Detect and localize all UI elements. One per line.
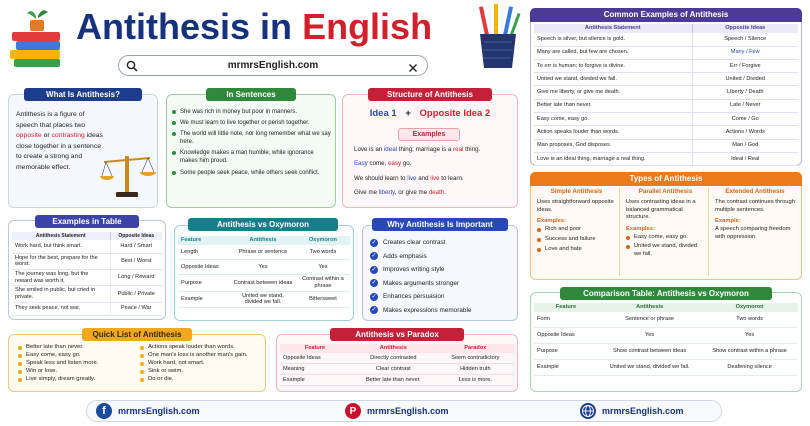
table-cell: Peace / War bbox=[120, 305, 152, 312]
table-cell: Ideal / Real bbox=[731, 155, 760, 162]
types-heading: Types of Antithesis bbox=[530, 172, 802, 186]
examples-label: Examples bbox=[398, 128, 460, 141]
list-item: Actions speak louder than words. bbox=[140, 344, 264, 352]
table-cell: Err / Forgive bbox=[729, 62, 761, 69]
table-cell: Hope for the best, prepare for the worst. bbox=[12, 253, 110, 269]
table-row bbox=[534, 126, 798, 139]
structure-formula: Idea 1 + Opposite Idea 2 bbox=[369, 108, 491, 119]
vs-oxymoron-table bbox=[178, 236, 350, 308]
table-cell: Give me liberty, or give me death. bbox=[534, 86, 692, 99]
list-item: Do or die. bbox=[140, 376, 264, 384]
table-cell: United / Divided bbox=[725, 75, 765, 82]
quick-list-col2 bbox=[140, 344, 264, 384]
table-cell: Two words bbox=[736, 316, 763, 323]
table-cell: Length bbox=[181, 248, 199, 255]
types-column bbox=[712, 188, 798, 276]
table-cell: Late / Never bbox=[730, 102, 761, 109]
check-icon: ✓ bbox=[371, 253, 377, 260]
table-cell: Public / Private bbox=[117, 290, 155, 297]
list-item: Win or lose. bbox=[18, 368, 136, 376]
table-cell: Best / Worst bbox=[121, 257, 152, 264]
check-icon: ✓ bbox=[371, 239, 377, 246]
table-cell: The journey was long, but the reward was worth it. bbox=[12, 269, 110, 285]
list-item: ✓ Adds emphasis bbox=[371, 252, 427, 260]
type-title: Simple Antithesis bbox=[550, 188, 603, 195]
table-cell: Contrast between ideas bbox=[233, 279, 293, 286]
type-examples-label: Examples: bbox=[537, 218, 566, 225]
column-header: Feature bbox=[555, 304, 577, 310]
table-cell: Show contrast between ideas bbox=[613, 348, 687, 355]
table-cell: She smiled in public, but cried in private. bbox=[12, 286, 110, 302]
table-row bbox=[534, 312, 798, 328]
table-cell: Purpose bbox=[181, 279, 202, 286]
table-cell: Many are called, but few are chosen. bbox=[534, 46, 692, 59]
table-row bbox=[534, 328, 798, 344]
what-is-heading: What Is Antithesis? bbox=[24, 88, 142, 101]
table-row bbox=[12, 269, 162, 285]
table-cell: Example bbox=[283, 376, 305, 383]
table-cell: Easy come, easy go. bbox=[534, 112, 692, 125]
table-cell: Man / God bbox=[732, 142, 759, 149]
list-item: ✓ Creates clear contrast bbox=[371, 239, 446, 247]
column-header: Feature bbox=[181, 237, 202, 243]
table-cell: United we stand, divided we fall. bbox=[242, 292, 284, 306]
table-cell: Opposite Ideas bbox=[283, 354, 321, 361]
table-cell: Yes bbox=[645, 332, 655, 339]
table-row bbox=[178, 245, 350, 260]
table-cell: Speech is silver, but silence is gold. bbox=[534, 33, 692, 46]
column-header: Antithesis Statement bbox=[534, 24, 692, 33]
list-item: Love and hate bbox=[537, 246, 616, 254]
type-title: Extended Antithesis bbox=[725, 188, 785, 195]
comparison-table bbox=[534, 303, 798, 376]
table-cell: Liberty / Death bbox=[727, 89, 764, 96]
list-item: She was rich in money but poor in manners. bbox=[172, 108, 332, 116]
table-cell: Many / Few bbox=[730, 49, 760, 56]
structure-examples bbox=[354, 146, 514, 197]
table-row bbox=[534, 112, 798, 125]
column-header: Antithesis Statement bbox=[12, 232, 110, 240]
list-item: Speak less and listen more. bbox=[18, 360, 136, 368]
table-cell: Phrase or sentence bbox=[238, 248, 288, 255]
table-cell: Yes bbox=[258, 263, 268, 270]
table-cell: Less is more. bbox=[458, 376, 492, 383]
common-table bbox=[534, 24, 798, 166]
types-column bbox=[623, 188, 709, 276]
table-cell: Bittersweet bbox=[309, 295, 337, 302]
table-cell: Work hard, but think smart. bbox=[12, 240, 110, 253]
table-row bbox=[534, 360, 798, 376]
table-cell: Actions / Words bbox=[725, 129, 765, 136]
list-item: The world will little note, nor long remember what we say here. bbox=[172, 130, 332, 146]
table-cell: Opposite Ideas bbox=[537, 332, 575, 339]
list-item: Easy come, easy go. bbox=[626, 234, 705, 242]
footer-facebook-link[interactable]: f mrmrsEnglish.com bbox=[96, 403, 200, 419]
vs-paradox-table bbox=[280, 344, 514, 386]
table-cell: Better late than never. bbox=[534, 99, 692, 112]
table-cell: Speech / Silence bbox=[724, 35, 767, 42]
table-cell: Contrast within a phrase bbox=[302, 276, 344, 289]
type-desc: Uses straightforward opposite ideas. bbox=[537, 199, 614, 213]
quick-list-heading: Quick List of Antithesis bbox=[82, 328, 192, 341]
search-bar[interactable] bbox=[118, 55, 428, 76]
table-cell: Example bbox=[537, 364, 559, 371]
scale-illustration bbox=[98, 150, 156, 200]
table-cell: Come / Go bbox=[731, 115, 759, 122]
list-item: ✓ Enhances persuasion bbox=[371, 293, 445, 301]
examples-table bbox=[12, 232, 162, 316]
table-cell: United we stand, divided we fall. bbox=[609, 364, 690, 371]
table-cell: Love is an ideal thing, marriage a real thing. bbox=[534, 152, 692, 165]
table-row bbox=[12, 253, 162, 269]
list-item: Knowledge makes a man humble, while ignorance makes him proud. bbox=[172, 149, 332, 165]
idea1-label: Idea 1 bbox=[369, 108, 397, 119]
sentences-heading: In Sentences bbox=[206, 88, 296, 101]
list-item: A speech comparing freedom with oppression. bbox=[715, 226, 791, 240]
column-header: Antithesis bbox=[636, 304, 664, 310]
check-icon: ✓ bbox=[371, 280, 377, 287]
column-header: Oxymoron bbox=[308, 237, 337, 243]
table-row bbox=[178, 275, 350, 291]
structure-example: We should learn to live and live to learn. bbox=[354, 174, 464, 182]
facebook-icon: f bbox=[96, 403, 112, 419]
sentences-list bbox=[172, 108, 332, 177]
type-title: Parallel Antithesis bbox=[638, 188, 693, 195]
table-cell: Clear contrast bbox=[375, 365, 411, 372]
vs-oxymoron-heading: Antithesis vs Oxymoron bbox=[188, 218, 338, 231]
table-row bbox=[178, 291, 350, 307]
list-item: Live simply, dream greatly. bbox=[18, 376, 136, 384]
table-row bbox=[12, 286, 162, 302]
table-cell: To err is human; to forgive is divine. bbox=[534, 59, 692, 72]
globe-icon bbox=[580, 403, 596, 419]
table-cell: Purpose bbox=[537, 348, 558, 355]
column-header: Antithesis bbox=[379, 345, 407, 351]
idea2-label: Opposite Idea 2 bbox=[419, 108, 491, 119]
column-header: Antithesis bbox=[249, 237, 277, 243]
table-row bbox=[534, 99, 798, 112]
table-row bbox=[534, 46, 798, 59]
types-column bbox=[534, 188, 620, 276]
vs-paradox-heading: Antithesis vs Paradox bbox=[330, 328, 464, 341]
table-row bbox=[280, 364, 514, 375]
list-item: Success and failure bbox=[537, 236, 616, 244]
why-heading: Why Antithesis Is Important bbox=[372, 218, 508, 231]
close-icon[interactable] bbox=[408, 60, 418, 78]
list-item: Rich and poor bbox=[537, 226, 616, 234]
list-item: ✓ Improves writing style bbox=[371, 266, 445, 274]
table-cell: Two words bbox=[309, 248, 337, 255]
table-cell: Long / Reward bbox=[118, 274, 155, 281]
table-cell: Opposite Ideas bbox=[181, 263, 219, 270]
table-cell: Hidden truth bbox=[460, 365, 491, 372]
table-cell: Hard / Smart bbox=[120, 242, 153, 249]
table-cell: Yes bbox=[318, 263, 328, 270]
table-row bbox=[534, 59, 798, 72]
list-item: We must learn to live together or perish together. bbox=[172, 119, 332, 127]
table-row bbox=[534, 73, 798, 86]
check-icon: ✓ bbox=[371, 307, 377, 314]
table-cell: Better late than never. bbox=[365, 376, 421, 383]
title-part2: in bbox=[260, 6, 293, 47]
books-illustration bbox=[6, 8, 68, 70]
title-part3: English bbox=[302, 6, 433, 47]
table-row bbox=[534, 152, 798, 165]
table-row bbox=[534, 344, 798, 360]
list-item: ✓ Makes arguments stronger bbox=[371, 279, 460, 287]
type-desc: Uses contrasting ideas in a balanced grammatical structure. bbox=[626, 199, 696, 221]
table-cell: Man proposes, God disposes. bbox=[534, 139, 692, 152]
table-row bbox=[280, 375, 514, 386]
list-item: ✓ Makes expressions memorable bbox=[371, 306, 472, 314]
table-cell: Directly contrasted bbox=[370, 354, 417, 361]
title-part1: Antithesis bbox=[76, 6, 251, 47]
table-row bbox=[12, 302, 162, 315]
check-icon: ✓ bbox=[371, 266, 377, 273]
quick-list-col1 bbox=[18, 344, 136, 384]
table-cell: Show contrast within a phrase bbox=[712, 348, 787, 355]
table-cell: Yes bbox=[745, 332, 755, 339]
pencil-cup-illustration bbox=[470, 4, 526, 70]
column-header: Paradox bbox=[464, 345, 487, 351]
list-item: Work hard, not smart. bbox=[140, 360, 264, 368]
table-row bbox=[280, 353, 514, 364]
table-cell: Example bbox=[181, 295, 203, 302]
pinterest-icon: P bbox=[345, 403, 361, 419]
search-text: mrmrsEnglish.com bbox=[227, 60, 319, 71]
footer-pinterest-link[interactable]: P mrmrsEnglish.com bbox=[345, 403, 449, 419]
structure-example: Love is an ideal thing; marriage is a real thing. bbox=[354, 146, 481, 153]
table-cell: Deafening silence bbox=[727, 364, 772, 371]
list-item: Sink or swim. bbox=[140, 368, 264, 376]
common-heading: Common Examples of Antithesis bbox=[530, 8, 802, 22]
table-row bbox=[12, 240, 162, 253]
list-item: One man's loss is another man's gain. bbox=[140, 352, 264, 360]
check-icon: ✓ bbox=[371, 293, 377, 300]
type-examples-label: Examples: bbox=[626, 225, 655, 232]
table-cell: Sentence or phrase bbox=[625, 316, 674, 323]
why-list bbox=[370, 236, 516, 317]
list-item: Easy come, easy go. bbox=[18, 352, 136, 360]
table-row bbox=[534, 33, 798, 46]
comparison-heading: Comparison Table: Antithesis vs Oxymoron bbox=[560, 287, 772, 300]
page-title bbox=[76, 4, 466, 50]
table-cell: Meaning bbox=[283, 365, 305, 372]
table-cell: United we stand, divided we fall. bbox=[534, 73, 692, 86]
table-cell: Seem contradictory bbox=[451, 354, 500, 361]
table-row bbox=[178, 260, 350, 275]
structure-heading: Structure of Antithesis bbox=[368, 88, 492, 101]
structure-example: Easy come, easy go. bbox=[354, 160, 412, 168]
structure-example: Give me liberty, or give me death. bbox=[354, 189, 447, 197]
column-header: Opposite Ideas bbox=[118, 233, 155, 239]
table-row bbox=[534, 139, 798, 152]
table-cell: Form bbox=[537, 316, 551, 323]
list-item: Better late than never. bbox=[18, 344, 136, 352]
what-is-text: Antithesis is a figure of speech that places two opposite or contrasting ideas close together in a sentence to create a strong and memorable effect. bbox=[16, 111, 103, 171]
footer-website-link[interactable]: mrmrsEnglish.com bbox=[580, 403, 684, 419]
table-row bbox=[534, 86, 798, 99]
table-cell: They seek peace, not war. bbox=[12, 302, 110, 315]
table-cell: Action speaks louder than words. bbox=[534, 126, 692, 139]
column-header: Oxymoron bbox=[735, 304, 764, 310]
examples-table-heading: Examples in Table bbox=[35, 215, 139, 228]
list-item: Some people seek peace, while others seek conflict. bbox=[172, 169, 332, 177]
type-examples-label: Example: bbox=[715, 218, 741, 225]
column-header: Opposite Ideas bbox=[725, 25, 766, 31]
type-desc: The contrast continues through multiple sentences. bbox=[715, 199, 795, 213]
column-header: Feature bbox=[304, 345, 326, 351]
list-item: United we stand, divided we fall. bbox=[626, 243, 705, 259]
